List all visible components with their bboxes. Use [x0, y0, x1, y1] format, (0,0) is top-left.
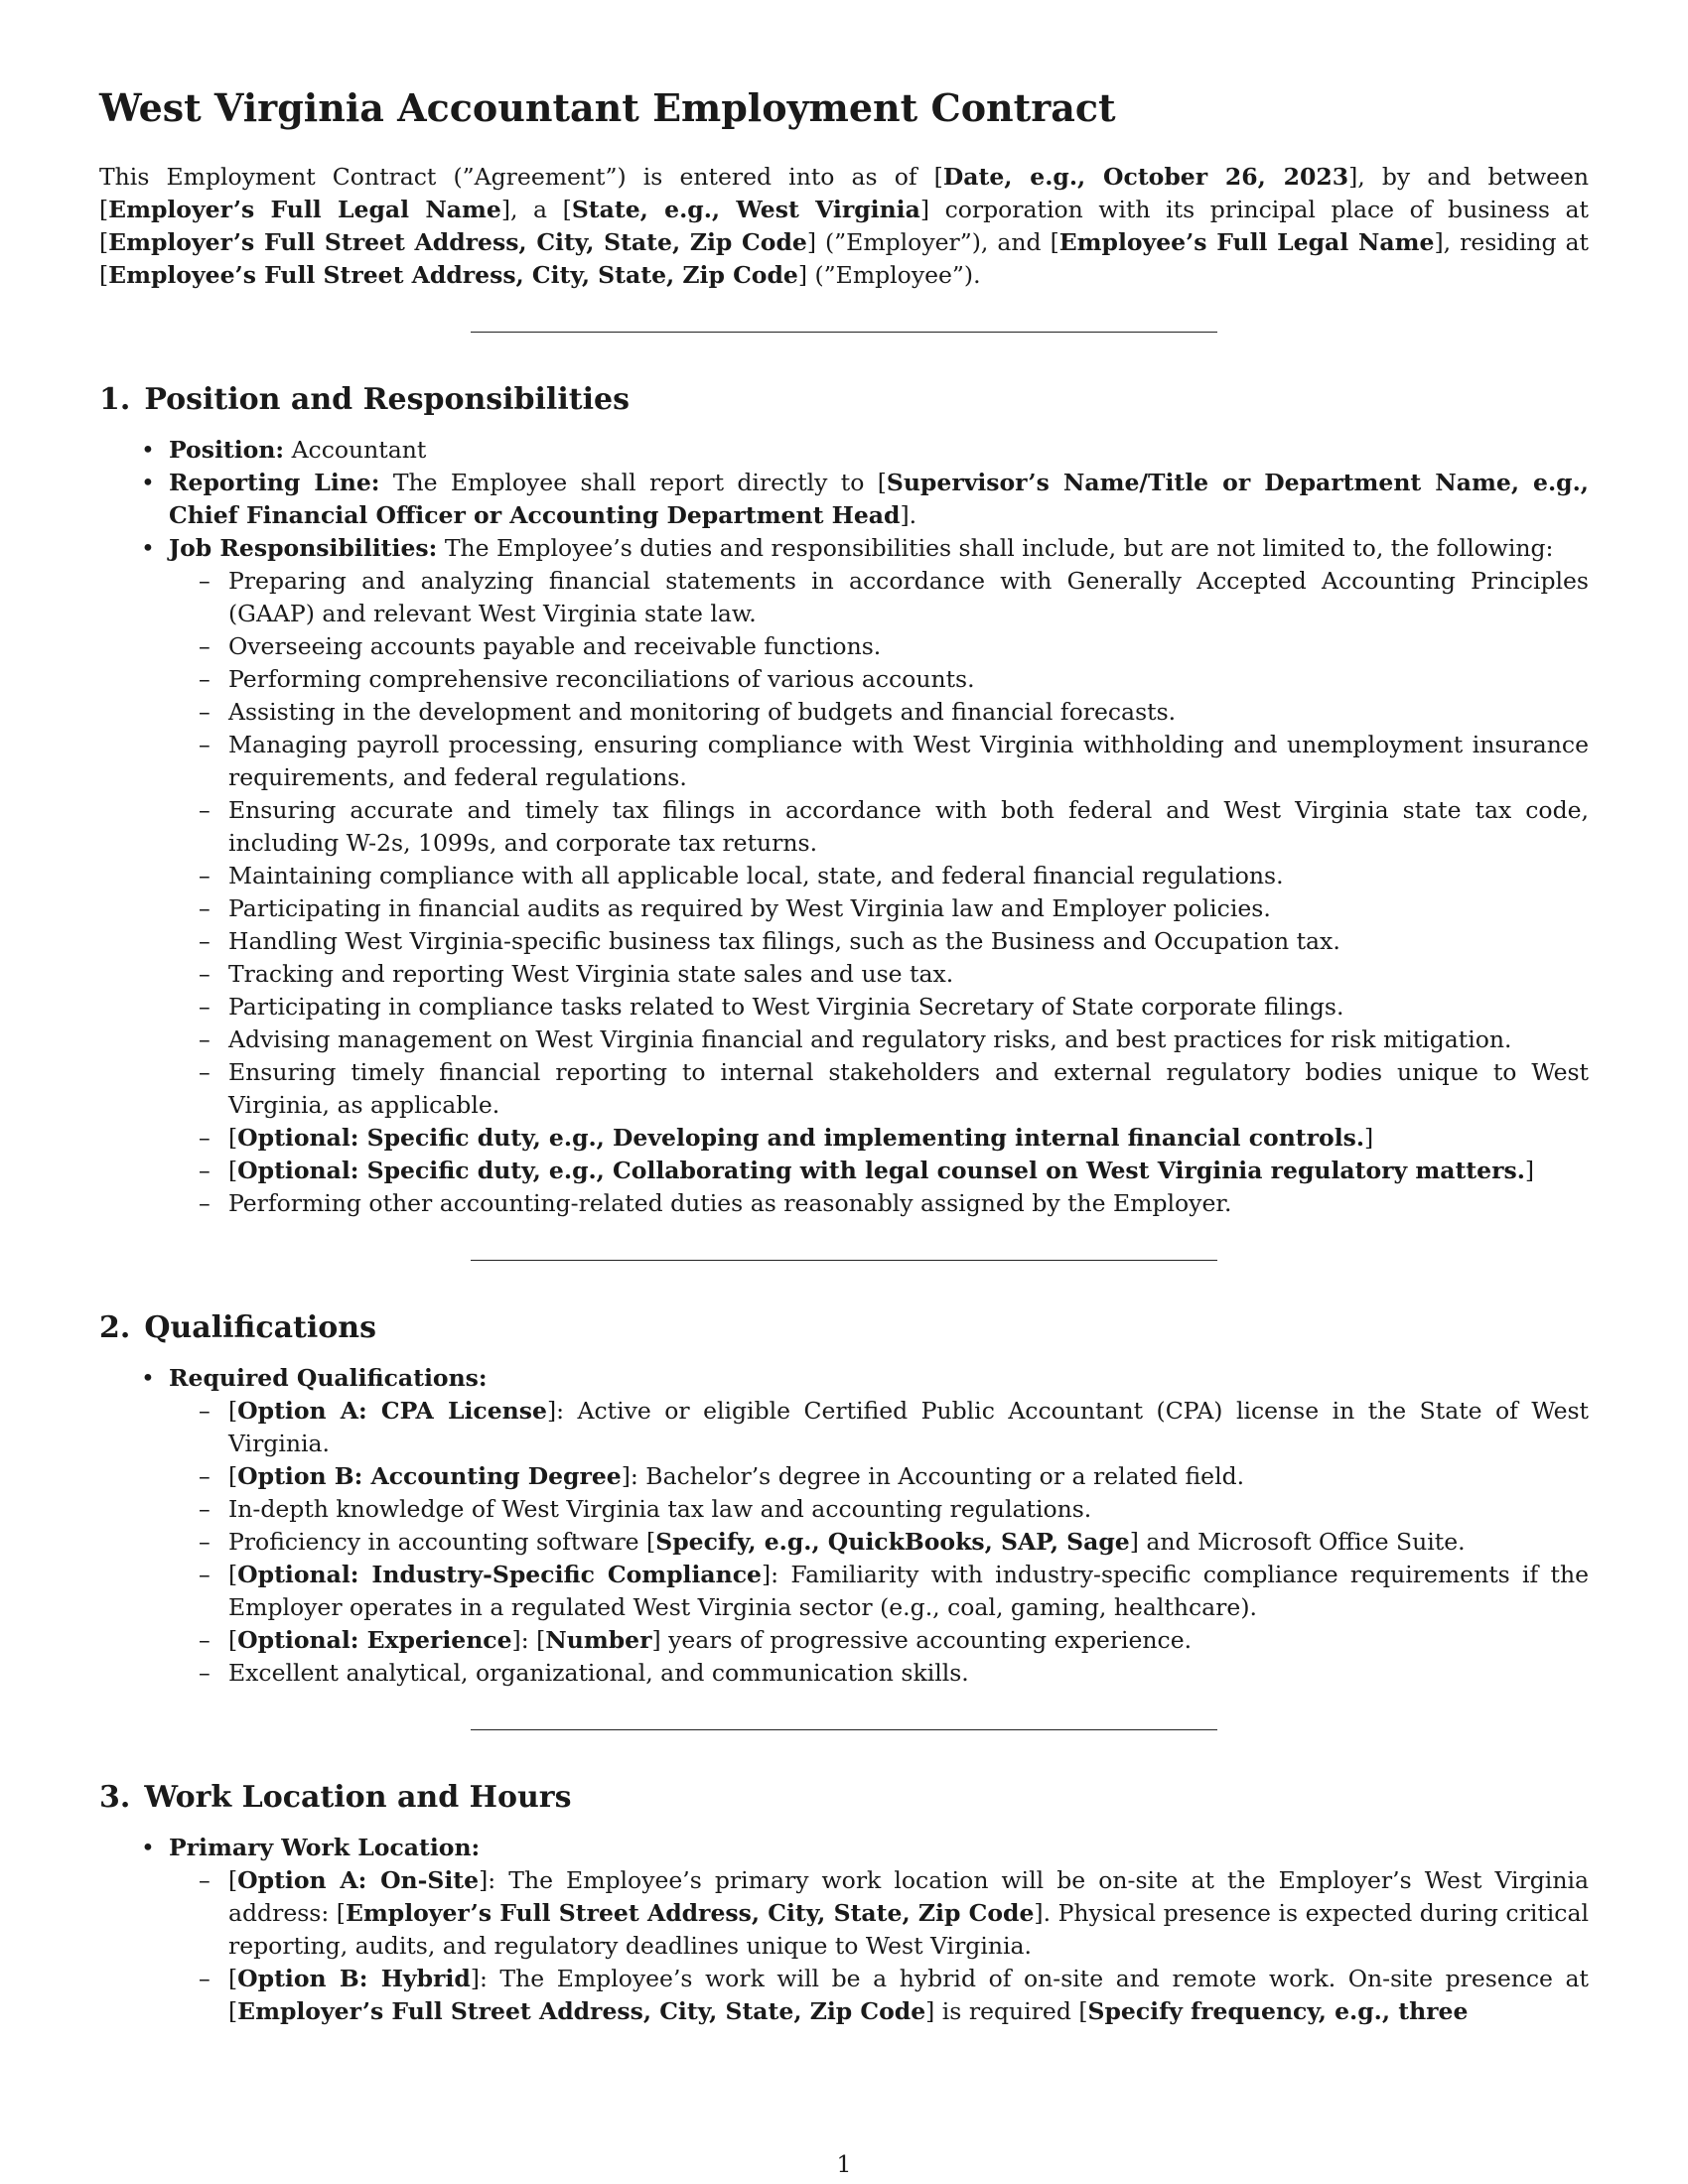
duty-item: – Performing comprehensive reconciliations of various accounts.	[228, 663, 1589, 696]
state-placeholder: State, e.g., West Virginia	[571, 195, 920, 223]
supervisor-placeholder: Supervisor’s Name/Title or Department Name, e.g., Chief Financial Officer or Accounting Department Head	[169, 468, 1589, 529]
duty-item: – Advising management on West Virginia financial and regulatory risks, and best practices for risk mitigation.	[228, 1024, 1589, 1056]
section-title: Qualifications	[144, 1309, 376, 1345]
intro-text: ] (”Employee”).	[797, 260, 981, 289]
qualification-item: – [Option A: CPA License]: Active or eligible Certified Public Accountant (CPA) license in the State of West Virginia.	[228, 1395, 1589, 1460]
job-responsibilities-text: The Employee’s duties and responsibilities shall include, but are not limited to, the following:	[444, 533, 1554, 562]
cpa-option-text: : Active or eligible Certified Public Accountant (CPA) license in the State of West Virginia.	[228, 1396, 1589, 1457]
section-3-heading	[99, 1780, 1589, 1816]
hybrid-frequency-placeholder: Specify frequency, e.g., three	[1087, 1996, 1469, 2025]
section-divider	[471, 332, 1217, 333]
reporting-text: The Employee shall report directly to [	[392, 468, 887, 496]
employee-name-placeholder: Employee’s Full Legal Name	[1058, 227, 1435, 256]
section-2-heading	[99, 1310, 1589, 1346]
qualification-item: – [Optional: Industry-Specific Compliance]: Familiarity with industry-specific compliance requirements if the Employer operates in a regulated West Virginia sector (e.g., coal, gaming, healthcare).	[228, 1559, 1589, 1624]
duty-item: – Tracking and reporting West Virginia state sales and use tax.	[228, 958, 1589, 991]
required-qualifications-label: Required Qualifications:	[169, 1363, 488, 1392]
list-item	[169, 1832, 1589, 2028]
document-page	[99, 85, 1589, 2028]
list-item	[169, 532, 1589, 1220]
employer-name-placeholder: Employer’s Full Legal Name	[108, 195, 501, 223]
location-option: – [Option B: Hybrid]: The Employee’s work will be a hybrid of on-site and remote work. On-site presence at [Employer’s Full Street Address, City, State, Zip Code] is required [Specify frequency, e.g., three	[228, 1963, 1589, 2028]
position-value: Accountant	[291, 435, 427, 464]
section-number: 1.	[99, 381, 131, 417]
experience-option-label: Optional: Experience	[237, 1625, 512, 1654]
employee-address-placeholder: Employee’s Full Street Address, City, State, Zip Code	[108, 260, 798, 289]
duty-item-optional: – [Optional: Specific duty, e.g., Collaborating with legal counsel on West Virginia regulatory matters.]	[228, 1155, 1589, 1187]
date-placeholder: Date, e.g., October 26, 2023	[942, 162, 1349, 191]
experience-mid: : [	[520, 1625, 546, 1654]
duty-item: – Ensuring accurate and timely tax filings in accordance with both federal and West Virginia state tax code, including W-2s, 1099s, and corporate tax returns.	[228, 794, 1589, 860]
document-title: West Virginia Accountant Employment Contract	[99, 85, 1116, 130]
job-responsibilities-label: Job Responsibilities:	[169, 533, 438, 562]
duty-item: – Handling West Virginia-specific business tax filings, such as the Business and Occupation tax.	[228, 925, 1589, 958]
hybrid-option-text: : The Employee’s work will be a hybrid of on-site and remote work. On-site presence at [	[228, 1964, 1589, 2025]
onsite-option-label: Option A: On-Site	[237, 1865, 480, 1894]
software-text: Proficiency in accounting software [	[228, 1527, 656, 1556]
list-item	[169, 434, 1589, 467]
list-item	[169, 1362, 1589, 1690]
section-number: 3.	[99, 1779, 131, 1815]
duty-item: – Ensuring timely financial reporting to internal stakeholders and external regulatory bodies unique to West Virginia, as applicable.	[228, 1056, 1589, 1122]
onsite-option-end: ]. Physical presence is expected during critical reporting, audits, and regulatory deadlines unique to West Virginia.	[228, 1898, 1589, 1960]
intro-text: ] corporation with its principal place of business at [	[99, 195, 1589, 256]
page-number: 1	[836, 2150, 852, 2178]
duty-item: – Participating in compliance tasks related to West Virginia Secretary of State corporate filings.	[228, 991, 1589, 1024]
qualification-items	[169, 1395, 1589, 1690]
qualifications-list	[99, 1362, 1589, 1690]
intro-text: This Employment Contract (”Agreement”) is entered into as of [	[99, 162, 943, 191]
qualification-item: – In-depth knowledge of West Virginia tax law and accounting regulations.	[228, 1493, 1589, 1526]
duty-item: – Performing other accounting-related duties as reasonably assigned by the Employer.	[228, 1187, 1589, 1220]
duty-item: – Overseeing accounts payable and receivable functions.	[228, 630, 1589, 663]
onsite-option-text: : The Employee’s primary work location will be on-site at the Employer’s West Virginia address: [	[228, 1865, 1589, 1927]
duties-list	[169, 565, 1589, 1220]
section-title: Position and Responsibilities	[144, 381, 630, 417]
onsite-address-placeholder: Employer’s Full Street Address, City, State, Zip Code	[345, 1898, 1035, 1927]
duty-item: – Participating in financial audits as required by West Virginia law and Employer policies.	[228, 892, 1589, 925]
duty-item: – Preparing and analyzing financial statements in accordance with Generally Accepted Accounting Principles (GAAP) and relevant West Virginia state law.	[228, 565, 1589, 630]
optional-duty-placeholder: Optional: Specific duty, e.g., Collaborating with legal counsel on West Virginia regulatory matters.	[237, 1156, 1525, 1184]
degree-option-text: : Bachelor’s degree in Accounting or a related field.	[630, 1461, 1245, 1490]
intro-paragraph	[99, 161, 1589, 292]
experience-number-placeholder: Number	[545, 1625, 652, 1654]
location-options	[169, 1864, 1589, 2028]
qualification-item: – [Option B: Accounting Degree]: Bachelor’s degree in Accounting or a related field.	[228, 1460, 1589, 1493]
hybrid-option-mid: ] is required [	[925, 1996, 1088, 2025]
qualification-item: – [Optional: Experience]: [Number] years of progressive accounting experience.	[228, 1624, 1589, 1657]
list-item	[169, 467, 1589, 532]
intro-text: ], residing at [	[99, 227, 1589, 289]
hybrid-option-label: Option B: Hybrid	[237, 1964, 471, 1992]
primary-location-label: Primary Work Location:	[169, 1833, 481, 1861]
section-divider	[471, 1260, 1217, 1261]
employer-address-placeholder: Employer’s Full Street Address, City, State, Zip Code	[108, 227, 807, 256]
duty-item-optional: – [Optional: Specific duty, e.g., Developing and implementing internal financial controls.]	[228, 1122, 1589, 1155]
reporting-label: Reporting Line:	[169, 468, 380, 496]
qualification-item	[228, 1526, 1589, 1559]
optional-duty-placeholder: Optional: Specific duty, e.g., Developing and implementing internal financial controls.	[237, 1123, 1365, 1152]
software-end: ] and Microsoft Office Suite.	[1129, 1527, 1466, 1556]
section-divider	[471, 1729, 1217, 1730]
software-placeholder: Specify, e.g., QuickBooks, SAP, Sage	[655, 1527, 1130, 1556]
duty-item: – Managing payroll processing, ensuring compliance with West Virginia withholding and unemployment insurance requirements, and federal regulations.	[228, 729, 1589, 794]
industry-option-text: : Familiarity with industry-specific compliance requirements if the Employer operates in a regulated West Virginia sector (e.g., coal, gaming, healthcare).	[228, 1560, 1589, 1621]
position-label: Position:	[169, 435, 285, 464]
section-1-heading	[99, 382, 1589, 418]
industry-option-label: Optional: Industry-Specific Compliance	[237, 1560, 762, 1588]
qualification-item: – Excellent analytical, organizational, and communication skills.	[228, 1657, 1589, 1690]
experience-end: ] years of progressive accounting experience.	[651, 1625, 1193, 1654]
intro-text: ], by and between [	[99, 162, 1590, 223]
location-option: – [Option A: On-Site]: The Employee’s primary work location will be on-site at the Employer’s West Virginia address: [Employer’s Full Street Address, City, State, Zip Code]. Physical presence is expected during critical reporting, audits, and regulatory deadlines unique to West Virginia.	[228, 1864, 1589, 1963]
section-number: 2.	[99, 1309, 131, 1345]
degree-option-label: Option B: Accounting Degree	[237, 1461, 622, 1490]
reporting-end: ].	[900, 500, 917, 529]
cpa-option-label: Option A: CPA License	[237, 1396, 547, 1425]
hybrid-address-placeholder: Employer’s Full Street Address, City, State, Zip Code	[237, 1996, 926, 2025]
intro-text: ] (”Employer”), and [	[806, 227, 1059, 256]
duty-item: – Maintaining compliance with all applicable local, state, and federal financial regulations.	[228, 860, 1589, 892]
work-location-list	[99, 1832, 1589, 2028]
position-list	[99, 434, 1589, 1220]
section-title: Work Location and Hours	[144, 1779, 572, 1815]
duty-item: – Assisting in the development and monitoring of budgets and financial forecasts.	[228, 696, 1589, 729]
intro-text: ], a [	[500, 195, 572, 223]
